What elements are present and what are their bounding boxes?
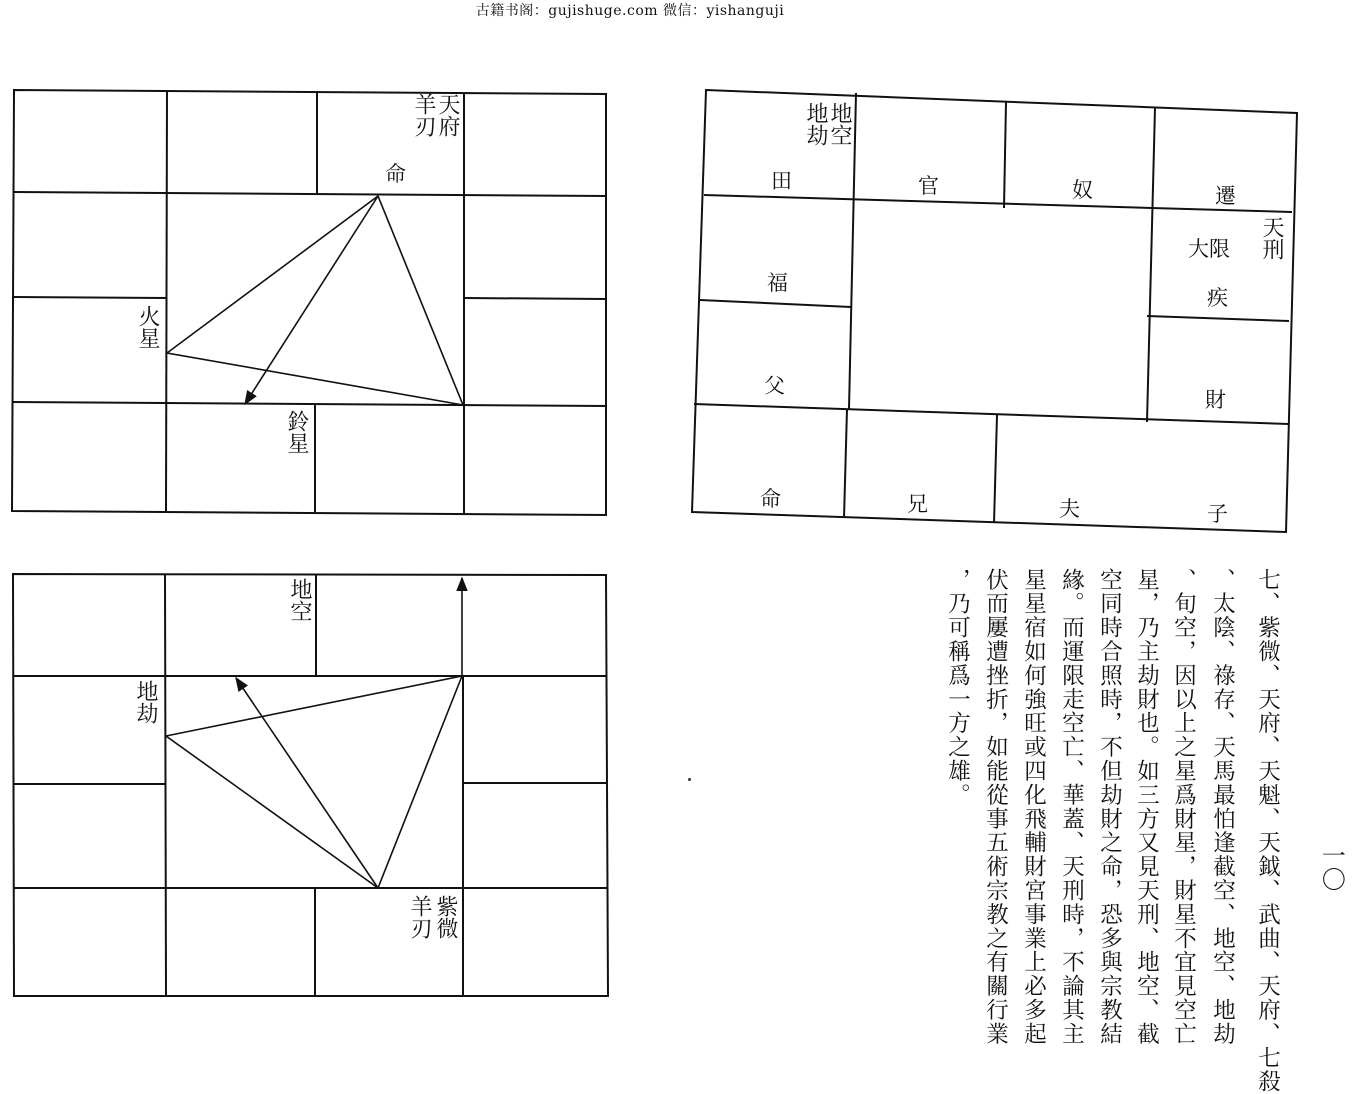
chart1-star-lingxing: 鈴星 bbox=[284, 410, 309, 454]
page-number: 一〇 bbox=[1317, 843, 1346, 891]
chart3-star-dikong: 地空 bbox=[287, 578, 312, 622]
chart2-palace-ji: 疾 bbox=[1207, 286, 1228, 310]
chart2-daxian: 大限 bbox=[1188, 237, 1230, 261]
chart2-palace-cai: 財 bbox=[1205, 388, 1226, 412]
page-header: 古籍书阁：gujishuge.com 微信：yishanguji bbox=[475, 3, 785, 19]
chart2-star-tianxing: 天刑 bbox=[1259, 216, 1284, 260]
text-column-2: 、太陰、祿存、天馬最怕逢截空、地空、地劫 bbox=[1209, 568, 1236, 1046]
text-column-9: ，乃可稱爲一方之雄。 bbox=[944, 568, 971, 807]
text-column-7: 星星宿如何強旺或四化飛輔財宮事業上必多起 bbox=[1020, 568, 1047, 1046]
stray-dot bbox=[688, 778, 691, 781]
chart2-star-dijie: 地劫 bbox=[803, 102, 828, 146]
chart2-palace-zi: 子 bbox=[1207, 502, 1228, 526]
chart3-lines bbox=[166, 578, 462, 888]
chart1-star-huoxing: 火星 bbox=[135, 305, 160, 349]
chart2-palace-fu: 福 bbox=[767, 271, 788, 295]
chart3-star-dijie: 地劫 bbox=[133, 680, 158, 724]
chart2-palace-guan: 官 bbox=[918, 174, 939, 198]
chart3-star-ziwei: 紫微 bbox=[433, 895, 458, 939]
chart3-grid bbox=[13, 574, 608, 996]
chart2-star-dikong: 地空 bbox=[827, 102, 852, 146]
chart2-palace-nu: 奴 bbox=[1072, 178, 1093, 202]
text-column-8: 伏而屢遭挫折，如能從事五術宗教之有關行業 bbox=[982, 568, 1009, 1046]
text-column-4: 星，乃主劫財也。如三方又見天刑、地空、截 bbox=[1133, 568, 1160, 1046]
chart2-grid bbox=[692, 90, 1297, 532]
chart1-palace-ming: 命 bbox=[385, 162, 406, 186]
chart2-palace-ming: 命 bbox=[760, 487, 781, 511]
chart1-lines bbox=[167, 196, 463, 405]
chart2-palace-fuqi: 夫 bbox=[1059, 497, 1080, 521]
chart2-palace-qian: 遷 bbox=[1215, 184, 1236, 208]
text-column-1: 七、紫微、天府、天魁、天鉞、武曲、天府、七殺 bbox=[1254, 568, 1281, 1094]
chart2-palace-tian: 田 bbox=[771, 169, 792, 193]
text-column-3: 、旬空，因以上之星爲財星，財星不宜見空亡 bbox=[1170, 568, 1197, 1046]
chart1-star-tianfu: 天府 bbox=[435, 93, 460, 137]
chart3-star-yangren: 羊刃 bbox=[407, 895, 432, 939]
chart2-palace-xiong: 兄 bbox=[907, 492, 928, 516]
chart1-star-yangren: 羊刃 bbox=[411, 93, 436, 137]
text-column-6: 緣。而運限走空亡、華蓋、天刑時，不論其主 bbox=[1058, 568, 1085, 1046]
text-column-5: 空同時合照時，不但劫財之命，恐多與宗教結 bbox=[1096, 568, 1123, 1046]
chart2-palace-fumu: 父 bbox=[764, 374, 785, 398]
